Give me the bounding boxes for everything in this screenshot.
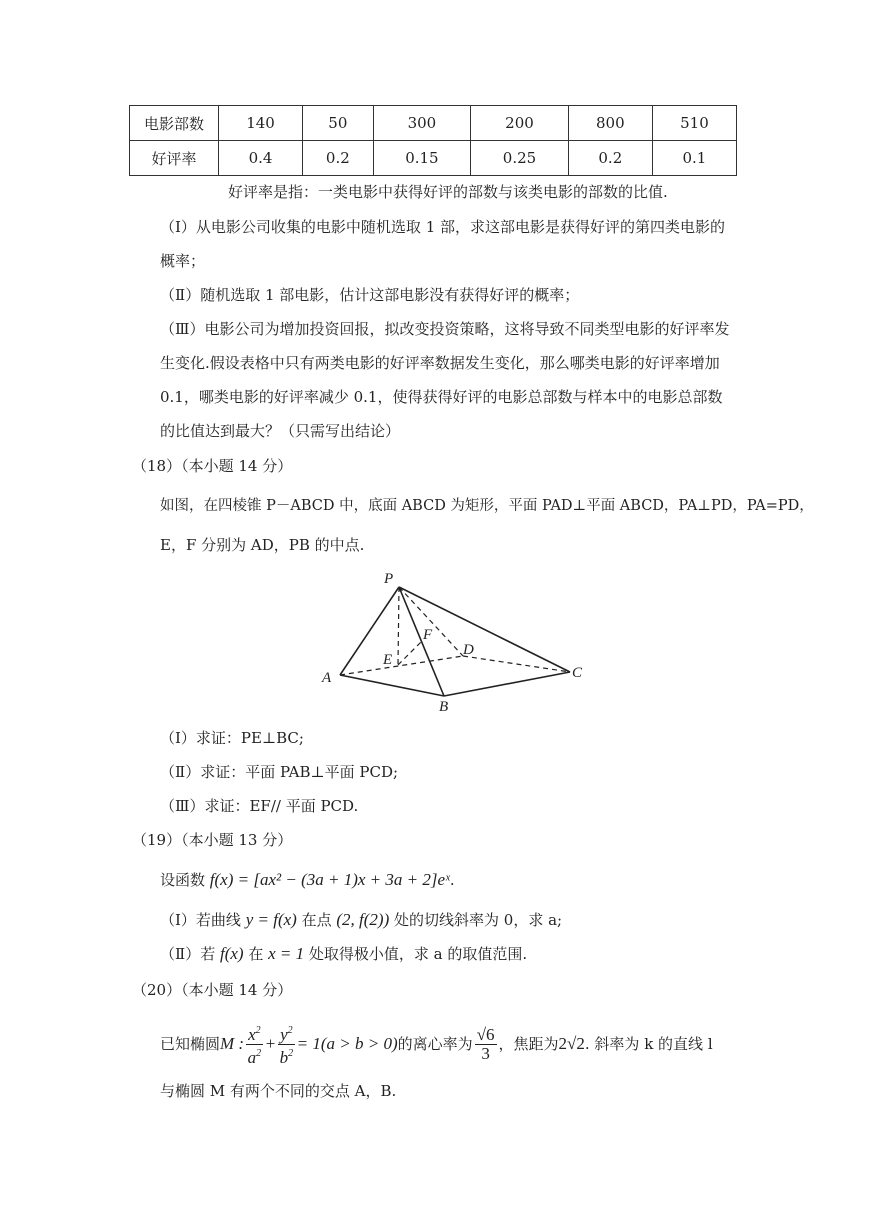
table-cell: 0.25 [471, 141, 569, 176]
fraction-y2-b2: $\frac{y^2}{b^2}$ [278, 1022, 295, 1067]
label-c: C [572, 665, 583, 681]
plus-sign: + [264, 1034, 277, 1053]
movie-data-table [129, 105, 737, 176]
q18-statement-line2: E，F 分别为 AD，PB 的中点. [160, 536, 365, 554]
label-p: P [384, 571, 394, 587]
q17-part3-line2: 生变化.假设表格中只有两类电影的好评率数据发生变化，那么哪类电影的好评率增加 [160, 354, 720, 372]
edge-ab [340, 675, 444, 696]
table-cell: 200 [471, 106, 569, 141]
q18-header: （18）（本小题 14 分） [132, 457, 293, 475]
eccentricity-denominator: 3 [481, 1043, 490, 1063]
q19-part2-mid: 在 [243, 945, 269, 963]
eccentricity-numerator: √6 [476, 1024, 495, 1044]
table-cell: 0.2 [303, 141, 374, 176]
focal-text: ，焦距为 [498, 1035, 559, 1053]
label-d: D [463, 642, 474, 658]
q19-intro-text: 设函数 [160, 871, 210, 889]
q18-part2: （Ⅱ）求证：平面 PAB⊥平面 PCD; [160, 763, 399, 781]
label-f: F [423, 627, 433, 643]
q18-statement-line1: 如图，在四棱锥 P－ABCD 中，底面 ABCD 为矩形，平面 PAD⊥平面 ABCD，PA⊥PD，PA=PD， [160, 498, 814, 514]
eccentricity-value [475, 1026, 497, 1063]
table-cell: 300 [373, 106, 471, 141]
focal-value: 2√2 [558, 1034, 585, 1053]
slope-text: . 斜率为 k 的直线 l [584, 1035, 713, 1053]
table-cell: 0.4 [219, 141, 303, 176]
table-cell: 140 [219, 106, 303, 141]
q20-header: （20）（本小题 14 分） [132, 981, 293, 999]
table-cell: 800 [568, 106, 652, 141]
q18-part3: （Ⅲ）求证：EF// 平面 PCD. [160, 797, 359, 815]
ellipse-condition: = 1(a > b > 0) [296, 1034, 398, 1053]
table-row [130, 141, 737, 176]
q19-function-definition [160, 870, 455, 890]
label-e: E [383, 652, 393, 668]
ellipse-name: M : [220, 1034, 245, 1053]
q19-part2-suffix: 处取得极小值，求 a 的取值范围. [304, 945, 528, 963]
table-cell: 50 [303, 106, 374, 141]
q20-statement-line1 [160, 1020, 713, 1068]
edge-pb [399, 587, 444, 696]
table-row-header: 电影部数 [130, 106, 219, 141]
q19-intro-end: . [449, 871, 455, 889]
edge-pd-hidden [399, 587, 463, 656]
q20-intro-text: 已知椭圆 [160, 1035, 221, 1053]
q19-part2 [160, 944, 527, 964]
q17-part3-line3: 0.1，哪类电影的好评率减少 0.1，使得获得好评的电影总部数与样本中的电影总部数 [160, 388, 723, 406]
q18-part1: （Ⅰ）求证：PE⊥BC; [160, 729, 304, 747]
segment-ef-hidden [398, 641, 422, 665]
q19-part2-prefix: （Ⅱ）若 [160, 945, 220, 963]
fx-formula: f(x) [219, 944, 244, 963]
curve-formula: y = f(x) [245, 910, 297, 929]
rating-definition-note: 好评率是指：一类电影中获得好评的部数与该类电影的部数的比值. [228, 183, 668, 201]
fraction-x2-a2: $\frac{x^2}{a^2}$ [246, 1022, 263, 1067]
q17-part1-line2: 概率； [160, 252, 206, 270]
point-formula: (2, f(2)) [336, 910, 390, 929]
label-a: A [322, 670, 332, 686]
table-row-header: 好评率 [130, 141, 219, 176]
condition-formula: x = 1 [268, 944, 305, 963]
table-cell: 0.1 [652, 141, 736, 176]
q19-part1-prefix: （Ⅰ）若曲线 [160, 911, 246, 929]
q19-part1 [160, 910, 562, 930]
q17-part2: （Ⅱ）随机选取 1 部电影，估计这部电影没有获得好评的概率； [160, 286, 580, 304]
q19-part1-mid: 在点 [296, 911, 337, 929]
q17-part3-line1: （Ⅲ）电影公司为增加投资回报，拟改变投资策略，这将导致不同类型电影的好评率发 [160, 320, 730, 338]
q20-statement-line2: 与椭圆 M 有两个不同的交点 A，B. [160, 1082, 397, 1100]
q19-header: （19）（本小题 13 分） [132, 831, 293, 849]
pyramid-figure [318, 568, 598, 714]
label-b: B [439, 699, 449, 714]
table-cell: 510 [652, 106, 736, 141]
eccentricity-text: 的离心率为 [397, 1035, 473, 1053]
table-cell: 0.2 [568, 141, 652, 176]
edge-ad-hidden [340, 656, 463, 675]
segment-pe-hidden [398, 587, 399, 665]
function-formula: f(x) = [ax² − (3a + 1)x + 3a + 2]eˣ [209, 870, 450, 889]
q19-part1-suffix: 处的切线斜率为 0，求 a; [389, 911, 563, 929]
q17-part3-line4: 的比值达到最大？（只需写出结论） [160, 422, 401, 440]
q17-part1-line1: （Ⅰ）从电影公司收集的电影中随机选取 1 部，求这部电影是获得好评的第四类电影的 [160, 218, 726, 236]
table-row [130, 106, 737, 141]
table-cell: 0.15 [373, 141, 471, 176]
edge-bc [444, 672, 570, 696]
